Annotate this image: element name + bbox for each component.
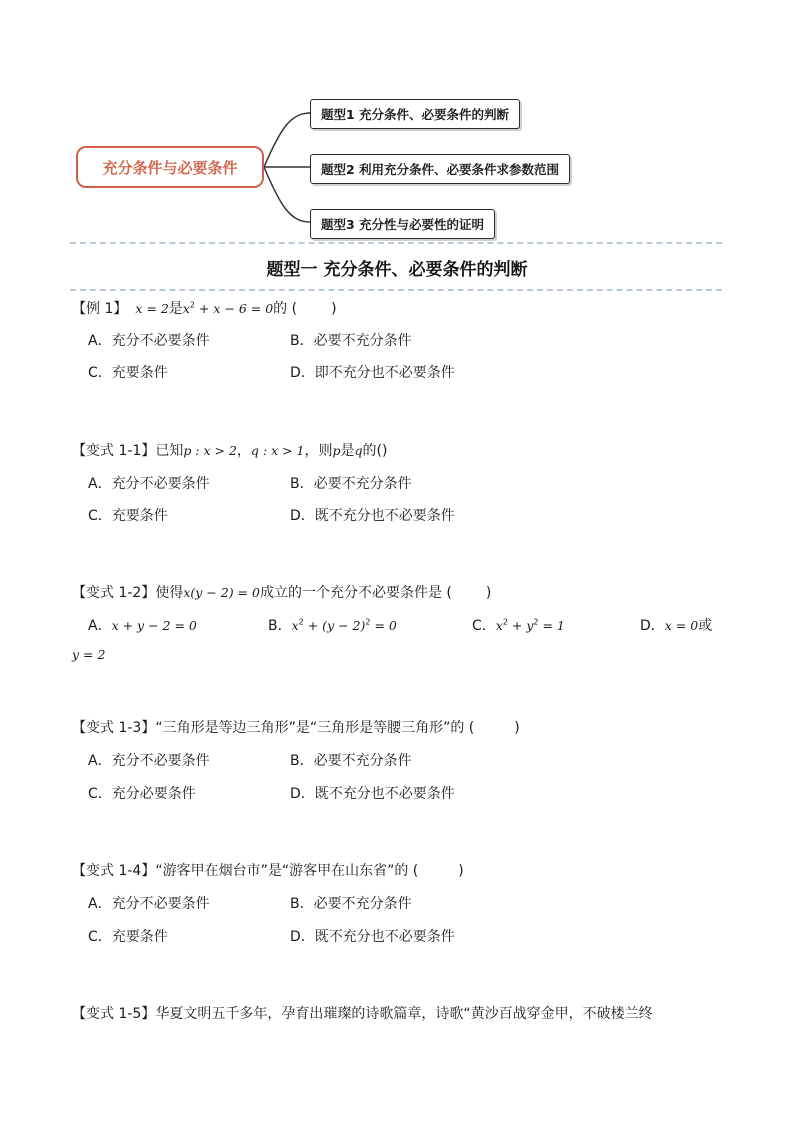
variant-1-2-option-c: C．$x^2 + y^2 = 1$ [472, 617, 565, 634]
variant-1-1-option-c: C．充要条件 [88, 508, 168, 524]
variant-1-1-option-a: A．充分不必要条件 [88, 476, 210, 492]
variant-1-3-option-a: A．充分不必要条件 [88, 753, 210, 769]
mindmap-root: 充分条件与必要条件 [76, 146, 264, 188]
section-title: 题型一 充分条件、必要条件的判断 [266, 260, 528, 280]
example-1-option-b: B．必要不充分条件 [290, 333, 412, 349]
variant-1-2-option-a: A．x + y − 2 = 0 [88, 618, 197, 634]
variant-1-1-option-b: B．必要不充分条件 [290, 476, 412, 492]
example-1-option-c: C．充要条件 [88, 365, 168, 381]
divider-bottom [70, 289, 722, 291]
variant-1-3-question: 【变式 1-3】“三角形是等边三角形”是“三角形是等腰三角形”的 ( ) [72, 720, 520, 736]
variant-1-1-option-d: D．既不充分也不必要条件 [290, 508, 455, 524]
mindmap-branch-1: 题型1 充分条件、必要条件的判断 [310, 99, 520, 129]
variant-1-3-option-d: D．既不充分也不必要条件 [290, 786, 455, 802]
example-1-option-a: A．充分不必要条件 [88, 333, 210, 349]
variant-1-4-question: 【变式 1-4】“游客甲在烟台市”是“游客甲在山东省”的 ( ) [72, 863, 464, 879]
variant-1-4-option-a: A．充分不必要条件 [88, 896, 210, 912]
variant-1-3-option-b: B．必要不充分条件 [290, 753, 412, 769]
divider-top [70, 242, 722, 244]
mindmap-branch-2: 题型2 利用充分条件、必要条件求参数范围 [310, 154, 570, 184]
mindmap-branch-3: 题型3 充分性与必要性的证明 [310, 209, 495, 239]
variant-1-2-question: 【变式 1-2】使得x(y − 2) = 0成立的一个充分不必要条件是 ( ) [72, 585, 492, 601]
example-1-option-d: D．即不充分也不必要条件 [290, 365, 455, 381]
variant-1-2-option-b: B．$x^2 + (y - 2)^2 = 0$ [268, 617, 397, 634]
connector-branch-3 [264, 167, 310, 222]
variant-1-3-option-c: C．充分必要条件 [88, 786, 196, 802]
variant-1-4-option-b: B．必要不充分条件 [290, 896, 412, 912]
variant-1-4-option-d: D．既不充分也不必要条件 [290, 929, 455, 945]
variant-1-4-option-c: C．充要条件 [88, 929, 168, 945]
connector-branch-1 [264, 113, 310, 167]
variant-1-1-question: 【变式 1-1】已知p : x > 2，q : x > 1，则p是q的() [72, 443, 388, 459]
variant-1-2-option-d-continued: y = 2 [72, 647, 106, 662]
variant-1-2-option-d: D．x = 0或 [640, 618, 713, 634]
example-1-question: 【例 1】 x = 2是$x^2 + x - 6 = 0$的 ( ) [72, 300, 337, 317]
variant-1-5-question: 【变式 1-5】华夏文明五千多年，孕育出璀璨的诗歌篇章，诗歌“黄沙百战穿金甲，不破楼兰终 [72, 1006, 653, 1022]
